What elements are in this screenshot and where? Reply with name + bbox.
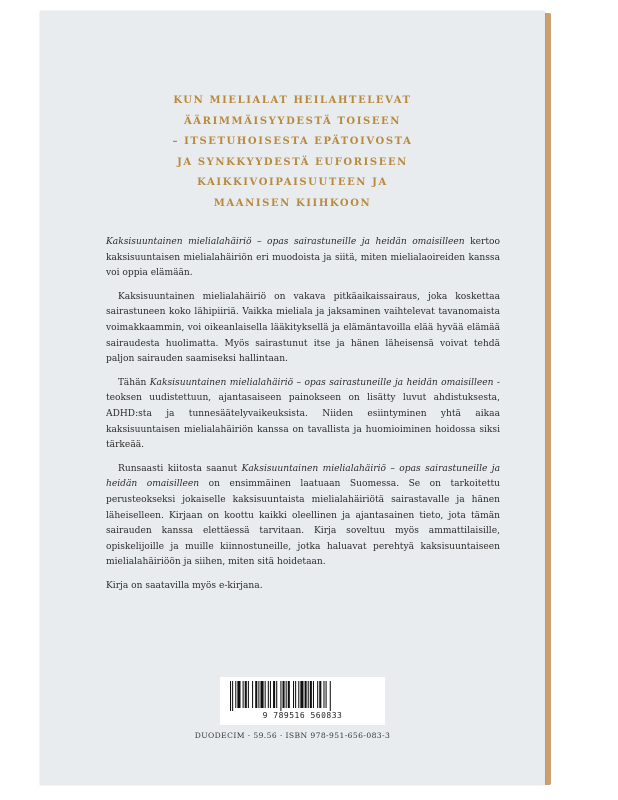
- headline-line: KAIKKIVOIPAISUUTEEN JA: [197, 177, 388, 188]
- book-title-italic: Kaksisuuntainen mielialahäiriö – opas sairastuneille ja heidän omaisilleen: [106, 463, 500, 490]
- barcode-bar: [305, 681, 307, 708]
- barcode-bar: [235, 681, 236, 708]
- barcode-bar: [295, 681, 296, 708]
- barcode-bar: [300, 681, 303, 708]
- isbn-barcode: [220, 677, 385, 725]
- barcode-bar: [286, 681, 287, 708]
- barcode-bar: [326, 681, 327, 708]
- book-title-italic: Kaksisuuntainen mielialahäiriö – opas sairastuneille ja heidän omaisilleen: [149, 377, 494, 388]
- barcode-bar: [319, 681, 321, 708]
- headline-line: MAANISEN KIIHKOON: [213, 197, 372, 209]
- barcode-bar: [280, 681, 281, 711]
- headline-line: JA SYNKKYYDESTÄ EUFORISEEN: [177, 156, 408, 168]
- book-back-cover: [40, 11, 545, 785]
- publisher-isbn-line: DUODECIM · 59.56 · ISBN 978-951-656-083-3: [194, 731, 391, 740]
- paragraph-4: Runsaasti kiitosta saanut Kaksisuuntainen mielialahäiriö – opas sairastuneille ja heidän omaisilleen on ensimmäinen laatuaan Suomessa. Se on tarkoitettu perusteokseksi jokaiselle kaksisuuntaista mielialahäiriötä sairastavalle ja hänen läheiselleen. Kirjaan on koottu kaikki oleellinen ja ajantasainen tieto, jota tämän sairauden kanssa elettäessä tarvitaan. Kirja soveltuu myös ammattilaisille, opiskelijoille ja muille kiinnostuneille, jotka haluavat perehtyä kaksisuuntaiseen mielialahäiriöön ja siihen, miten sitä hoidetaan.: [106, 463, 501, 568]
- barcode-bar: [252, 681, 253, 708]
- barcode-bar: [293, 681, 294, 708]
- barcode-bar: [276, 681, 277, 708]
- barcode-bar: [255, 681, 257, 708]
- barcode-bar: [260, 681, 263, 708]
- headline: [40, 91, 545, 214]
- barcode-bar: [330, 681, 331, 711]
- barcode-bar: [243, 681, 244, 708]
- book-title-italic: Kaksisuuntainen mielialahäiriö – opas sairastuneille ja heidän omaisilleen: [106, 237, 465, 247]
- barcode-bar: [265, 681, 266, 708]
- barcode-bar: [310, 681, 312, 708]
- paragraph-1: Kaksisuuntainen mielialahäiriö – opas sairastuneille ja heidän omaisilleen kertoo kaksisuuntaisen mielialahäiriön eri muodoista ja siitä, miten mielialaoireiden kanssa voi oppia elämään.: [106, 237, 500, 279]
- barcode-bar: [273, 681, 275, 708]
- barcode-bar: [313, 681, 314, 708]
- barcode-bar: [268, 681, 269, 708]
- barcode-bar: [288, 681, 290, 708]
- barcode-bar: [237, 681, 240, 708]
- barcode-bar: [258, 681, 259, 708]
- barcode-bar: [323, 681, 324, 708]
- description: [106, 235, 500, 602]
- barcode-bar: [245, 681, 247, 708]
- barcode-bar: [248, 681, 249, 708]
- barcode-bar: [270, 681, 271, 708]
- barcode-bar: [317, 681, 318, 708]
- paragraph-2: Kaksisuuntainen mielialahäiriö on vakava pitkäaikaissairaus, joka koskettaa sairastuneen koko lähipiiriä. Vaikka mieliala ja jaksaminen vaihtelevat tavanomaista voimakkaammin, voi oikeanlaisella lääkityksellä ja elämäntavoilla elää hyvää elämää sairaudesta huolimatta. Myös sairastunut itse ja hänen läheisensä voivat tehdä paljon sairauden saamiseksi hallintaan.: [106, 291, 500, 365]
- barcode-bar: [230, 681, 231, 711]
- headline-line: KUN MIELIALAT HEILAHTELEVAT: [173, 95, 412, 106]
- barcode-bar: [283, 681, 285, 708]
- barcode-number: 9 789516 560833: [262, 711, 343, 720]
- barcode-bar: [298, 681, 299, 708]
- headline-line: – ITSETUHOISESTA EPÄTOIVOSTA: [172, 136, 413, 147]
- barcode-bars: [228, 681, 378, 711]
- headline-line: ÄÄRIMMÄISYYDESTÄ TOISEEN: [183, 115, 402, 127]
- barcode-bar: [232, 681, 233, 711]
- paragraph-5: Kirja on saatavilla myös e-kirjana.: [106, 580, 263, 591]
- paragraph-3: Tähän Kaksisuuntainen mielialahäiriö – opas sairastuneille ja heidän omaisilleen -teoksen uudistettuun, ajantasaiseen painokseen on lisätty luvut ahdistuksesta, ADHD:sta ja tunnesäätelyvaikeuksista. Niiden esiintyminen yhtä aikaa kaksisuuntaisen mielialahäiriön kanssa on tavallista ja huomioiminen hoidossa siksi tärkeää.: [106, 377, 500, 451]
- barcode-bar: [308, 681, 309, 708]
